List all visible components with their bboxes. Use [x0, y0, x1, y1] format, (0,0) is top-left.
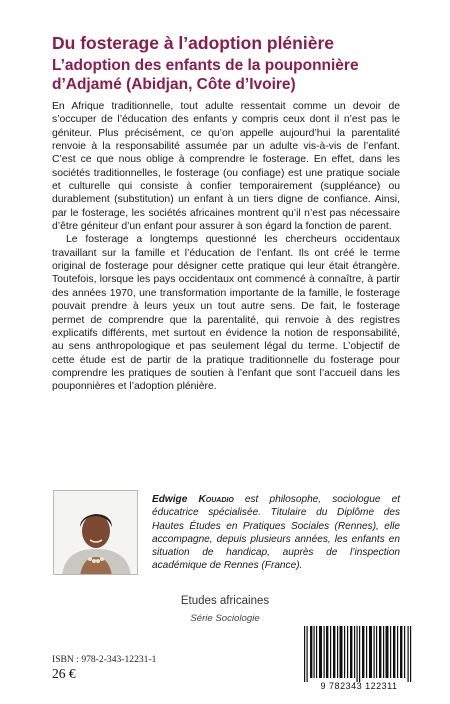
- subtitle-line-1: L’adoption des enfants de la pouponnière: [52, 57, 359, 74]
- series-name: Etudes africaines: [180, 595, 270, 607]
- author-bio: [152, 493, 400, 573]
- back-cover-blurb: [52, 100, 400, 394]
- isbn: ISBN : 978-2-343-12231-1: [52, 654, 157, 665]
- blurb-paragraph-1: En Afrique traditionnelle, tout adulte ressentait comme un devoir de s’occuper de l’éducation des enfants y compris ceux dont il n’est pas le géniteur. Plus précisément, ce qu’on appelle aujourd’hui la parentalité renvoie à la responsabilité assumée par un adulte vis-à-vis de l’enfant. C’est ce que nous oblige à comprendre le fosterage. En effet, dans les sociétés traditionnelles, le fosterage (ou confiage) est une pratique sociale et culturelle qui consiste à confier temporairement (suppléance) ou durablement (substitution) un enfant à un tiers digne de confiance. Ainsi, par le fosterage, les sociétés africaines montrent qu’il n’est pas nécessaire d’être géniteur d’un enfant pour assurer à son égard la fonction de parent.: [52, 101, 400, 233]
- book-subtitle: [52, 56, 422, 94]
- book-title: Du fosterage à l’adoption plénière: [52, 33, 334, 53]
- author-bio-text: est philosophe, sociologue et éducatrice spécialisée. Titulaire du Diplôme des Hautes Études en Pratiques Sociales (Rennes), elle accompagne, depuis plusieurs années, les enfants en situation de handicap, auprès de l’inspection académique de Rennes (France).: [152, 494, 400, 572]
- blurb-paragraph-2: Le fosterage a longtemps questionné les chercheurs occidentaux travaillant sur la famille et l’éducation de l’enfant. Ils ont créé le terme original de fosterage pour désigner cette pratique qui leur était étrangère. Toutefois, lorsque les pays occidentaux ont commencé à connaître, à partir des années 1970, une transformation importante de la famille, le fosterage pouvait prendre à leurs yeux un tout autre sens. De fait, le fosterage permet de comprendre que la parentalité, qui renvoie à des registres explicatifs différents, met surtout en évidence la notion de responsabilité, au sens anthropologique et pas seulement légal du terme. L’objectif de cette étude est de partir de la pratique traditionnelle du fosterage pour comprendre les pratiques de soutien à l’enfant que sont l’accueil dans les pouponnières et l’adoption plénière.: [52, 234, 400, 393]
- series-subseries: Série Sociologie: [190, 613, 260, 624]
- author-photo: [53, 490, 138, 575]
- barcode-digits: 9 782343 122311: [320, 681, 398, 691]
- price: 26 €: [52, 666, 76, 681]
- author-portrait-icon: [54, 491, 138, 575]
- subtitle-line-2: d’Adjamé (Abidjan, Côte d’Ivoire): [52, 76, 296, 93]
- author-last-name: Kouadio: [198, 494, 234, 505]
- barcode-icon: [302, 626, 414, 682]
- author-name: [152, 494, 234, 505]
- author-first-name: Edwige: [152, 494, 188, 505]
